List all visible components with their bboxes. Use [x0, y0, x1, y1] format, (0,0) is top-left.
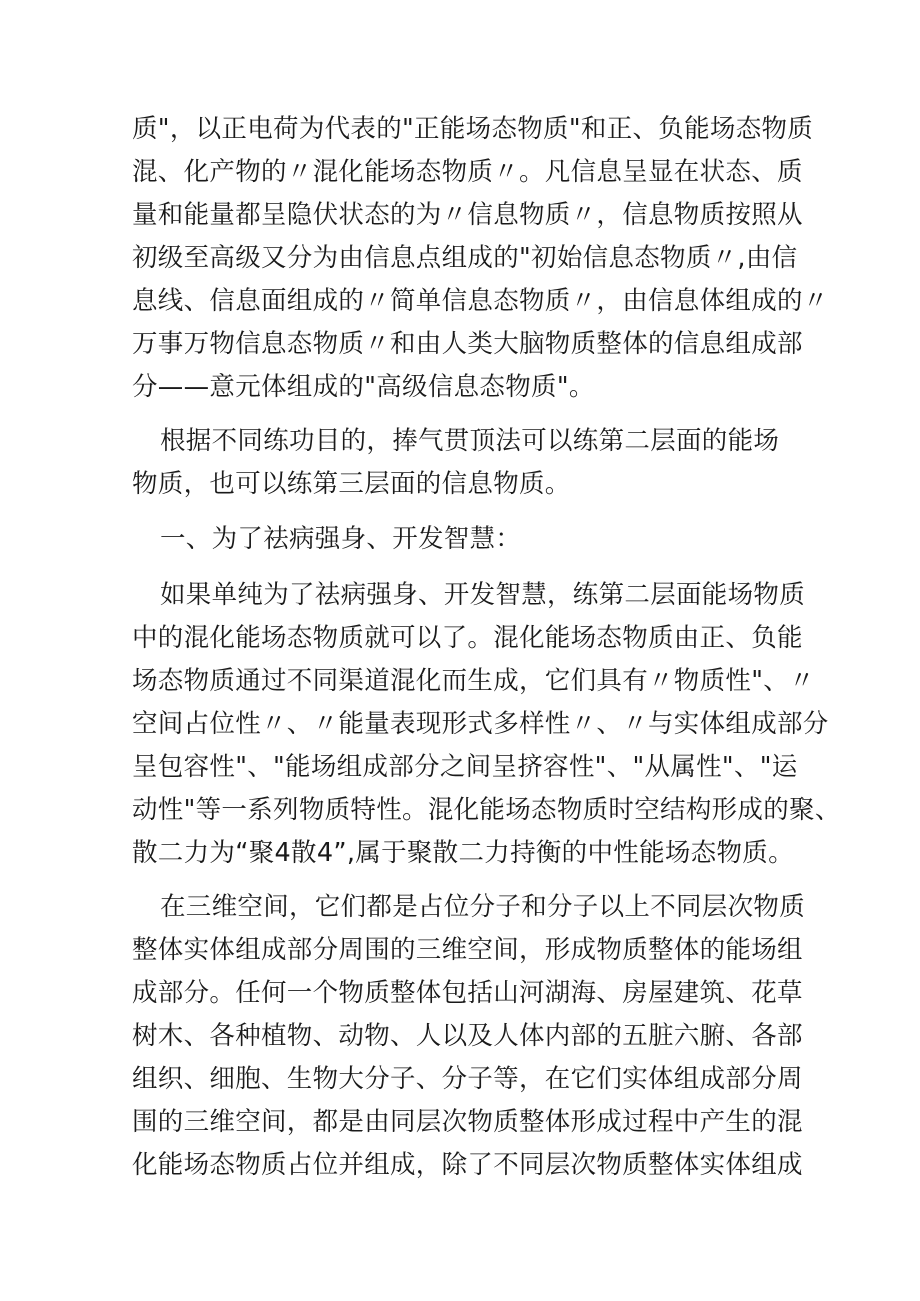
text-line: 组织、细胞、生物大分子、分子等，在它们实体组成部分周	[132, 1064, 803, 1094]
text-line: 根据不同练功目的，捧气贯顶法可以练第二层面的能场	[160, 426, 780, 456]
text-line: 化能场态物质占位并组成，除了不同层次物质整体实体组成	[132, 1150, 803, 1180]
text-line: 分——意元体组成的"高级信息态物质"。	[132, 372, 595, 402]
text-line: 场态物质通过不同渠道混化而生成，它们具有〃物质性"、〃	[132, 666, 815, 696]
text-line: 动性"等一系列物质特性。混化能场态物质时空结构形成的聚、	[132, 795, 841, 825]
text-line: 成部分。任何一个物质整体包括山河湖海、房屋建筑、花草	[132, 978, 803, 1008]
section-heading	[160, 518, 840, 561]
paragraph-matter-types	[132, 108, 829, 409]
text-line: 混、化产物的〃混化能场态物质〃。凡信息呈显在状态、质	[132, 157, 803, 187]
text-line: 空间占位性〃、〃能量表现形式多样性〃、〃与实体组成部分	[132, 709, 829, 739]
text-line: 万事万物信息态物质〃和由人类大脑物质整体的信息组成部	[132, 329, 803, 359]
text-line: 量和能量都呈隐伏状态的为〃信息物质〃，信息物质按照从	[132, 200, 803, 230]
text-line: 围的三维空间，都是由同层次物质整体形成过程中产生的混	[132, 1107, 803, 1137]
heading-text: 一、为了祛病强身、开发智慧：	[160, 524, 522, 554]
paragraph-three-dimensional-space	[132, 886, 812, 1187]
text-line: 呈包容性"、"能场组成部分之间呈挤容性"、"从属性"、"运	[132, 752, 798, 782]
text-line: 物质，也可以练第三层面的信息物质。	[132, 469, 571, 499]
paragraph-hunhua-energy	[132, 574, 841, 875]
text-line: 初级至高级又分为由信息点组成的"初始信息态物质〃,由信	[132, 243, 798, 273]
text-line: 树木、各种植物、动物、人以及人体内部的五脏六腑、各部	[132, 1021, 803, 1051]
text-line: 整体实体组成部分周围的三维空间，形成物质整体的能场组	[132, 935, 803, 965]
text-line: 中的混化能场态物质就可以了。混化能场态物质由正、负能	[132, 623, 803, 653]
text-line: 质"，以正电荷为代表的"正能场态物质"和正、负能场态物质	[132, 114, 814, 144]
paragraph-practice-purpose	[132, 420, 840, 506]
text-line: 如果单纯为了祛病强身、开发智慧，练第二层面能场物质	[160, 580, 806, 610]
text-line: 息线、信息面组成的〃简单信息态物质〃，由信息体组成的〃	[132, 286, 829, 316]
text-line: 散二力为“聚4散4”,属于聚散二力持衡的中性能场态物质。	[132, 838, 794, 868]
text-line: 在三维空间，它们都是占位分子和分子以上不同层次物质	[160, 892, 806, 922]
